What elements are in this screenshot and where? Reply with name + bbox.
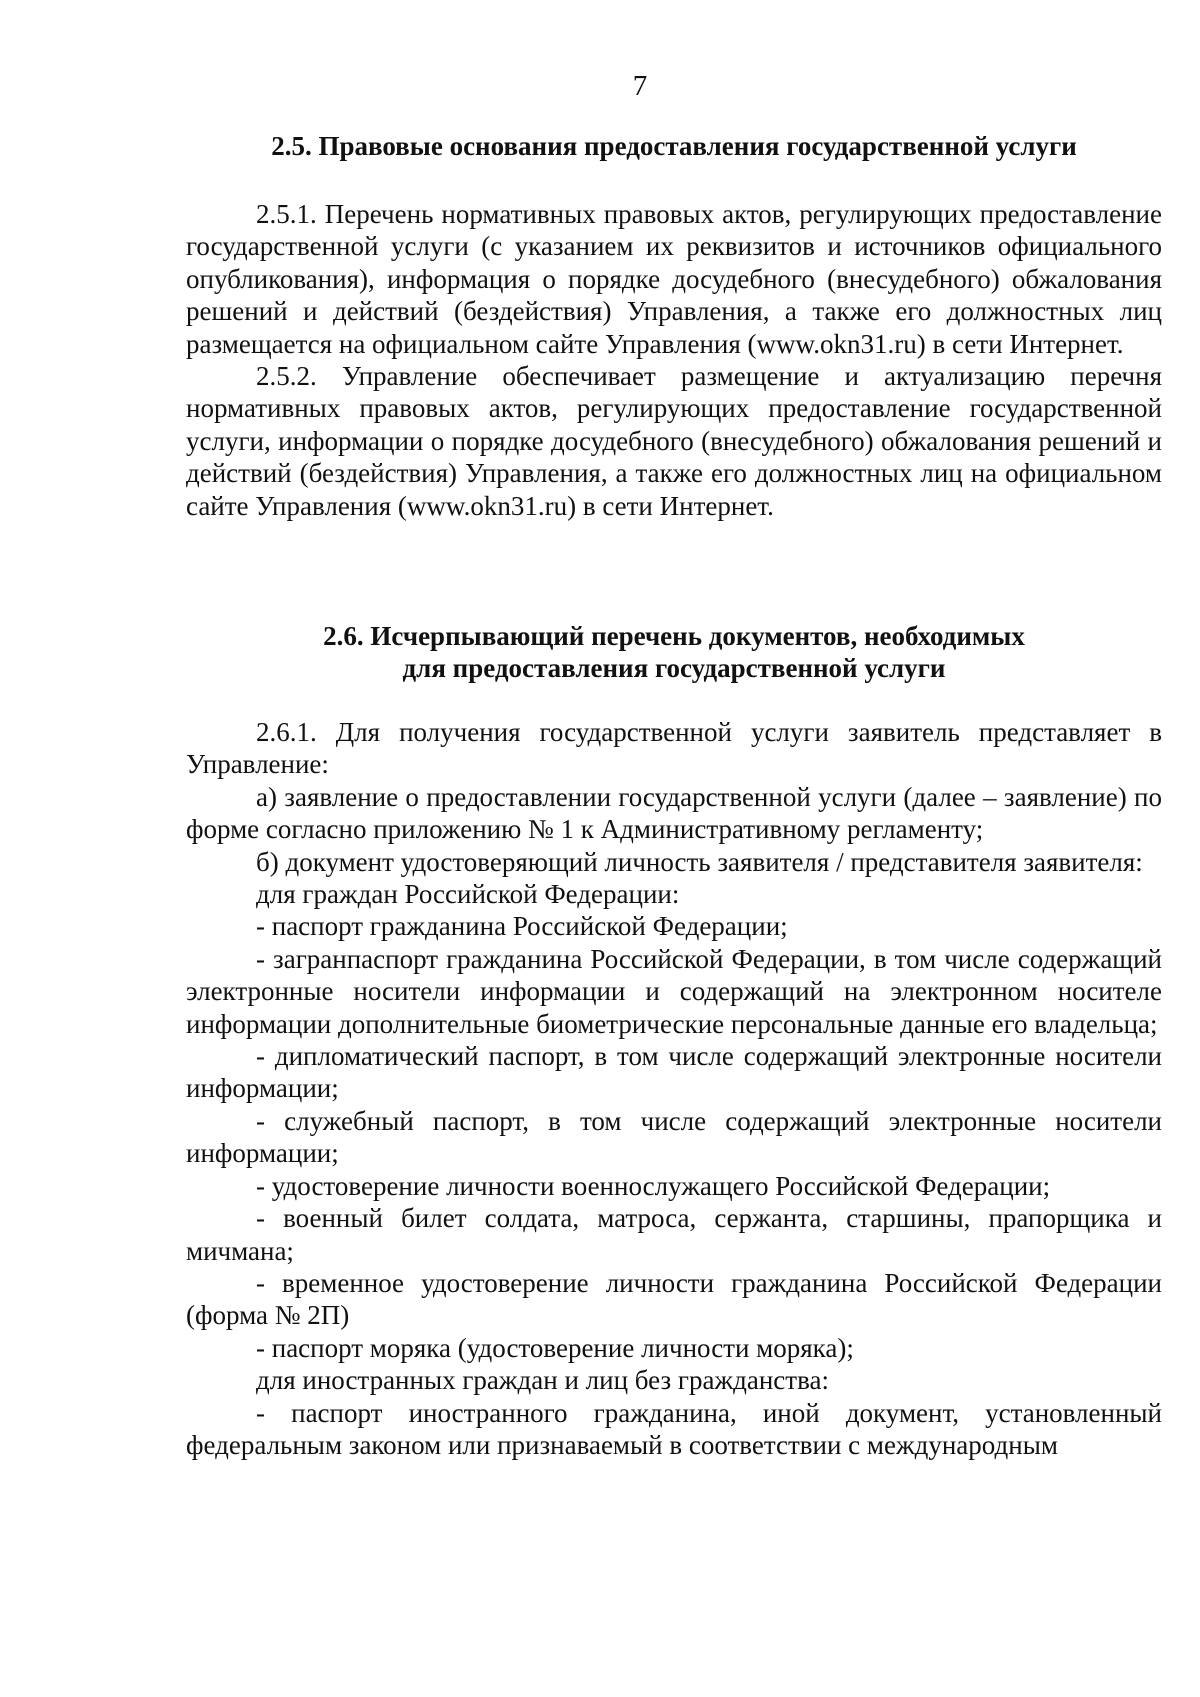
section-heading-2-6-line2: для предоставления государственной услуги	[402, 653, 946, 684]
section-2-5-body	[186, 198, 1162, 522]
list-item: - паспорт иностранного гражданина, иной документ, установленный федеральным законом или признаваемый в соответствии с международным	[186, 1397, 1162, 1460]
list-item: - загранпаспорт гражданина Российской Федерации, в том числе содержащий электронные носители информации и содержащий на электронном носителе информации дополнительные биометрические персональные данные его владельца;	[186, 943, 1162, 1039]
paragraph-2-6-1: 2.6.1. Для получения государственной услуги заявитель представляет в Управление:	[186, 717, 1162, 780]
list-item: - дипломатический паспорт, в том числе содержащий электронные носители информации;	[186, 1041, 1162, 1104]
page-number: 7	[632, 70, 648, 102]
list-item: - служебный паспорт, в том числе содержащий электронные носители информации;	[186, 1105, 1162, 1169]
subheading-citizens: для граждан Российской Федерации:	[256, 879, 680, 910]
list-item-a: а) заявление о предоставлении государственной услуги (далее – заявление) по форме согласно приложению № 1 к Административному регламенту;	[186, 781, 1162, 845]
list-item: - военный билет солдата, матроса, сержанта, старшины, прапорщика и мичмана;	[186, 1203, 1162, 1266]
section-heading-2-6-line1: 2.6. Исчерпывающий перечень документов, необходимых	[323, 621, 1025, 651]
list-item-b: б) документ удостоверяющий личность заявителя / представителя заявителя:	[256, 846, 1143, 877]
section-heading-2-5: 2.5. Правовые основания предоставления государственной услуги	[271, 131, 1077, 161]
list-item: - временное удостоверение личности гражданина Российской Федерации (форма № 2П)	[186, 1267, 1162, 1331]
list-item: - удостоверение личности военнослужащего Российской Федерации;	[256, 1170, 1051, 1201]
subheading-foreigners: для иностранных граждан и лиц без гражданства:	[256, 1365, 829, 1396]
list-item: - паспорт гражданина Российской Федерации;	[256, 911, 788, 942]
section-heading-2-6	[186, 620, 1162, 685]
paragraph-2-5-1: 2.5.1. Перечень нормативных правовых актов, регулирующих предоставление государственной услуги (с указанием их реквизитов и источников официального опубликования), информация о порядке досудебного (внесудебного) обжалования решений и действий (бездействия) Управления, а также его должностных лиц размещается на официальном сайте Управления (www.okn31.ru) в сети Интернет.	[186, 199, 1162, 359]
paragraph-2-5-2: 2.5.2. Управление обеспечивает размещение и актуализацию перечня нормативных правовых актов, регулирующих предоставление государственной услуги, информации о порядке досудебного (внесудебного) обжалования решений и действий (бездействия) Управления, а также его должностных лиц на официальном сайте Управления (www.okn31.ru) в сети Интернет.	[186, 361, 1162, 521]
section-2-6-body	[186, 716, 1162, 1461]
list-item: - паспорт моряка (удостоверение личности моряка);	[256, 1332, 854, 1363]
